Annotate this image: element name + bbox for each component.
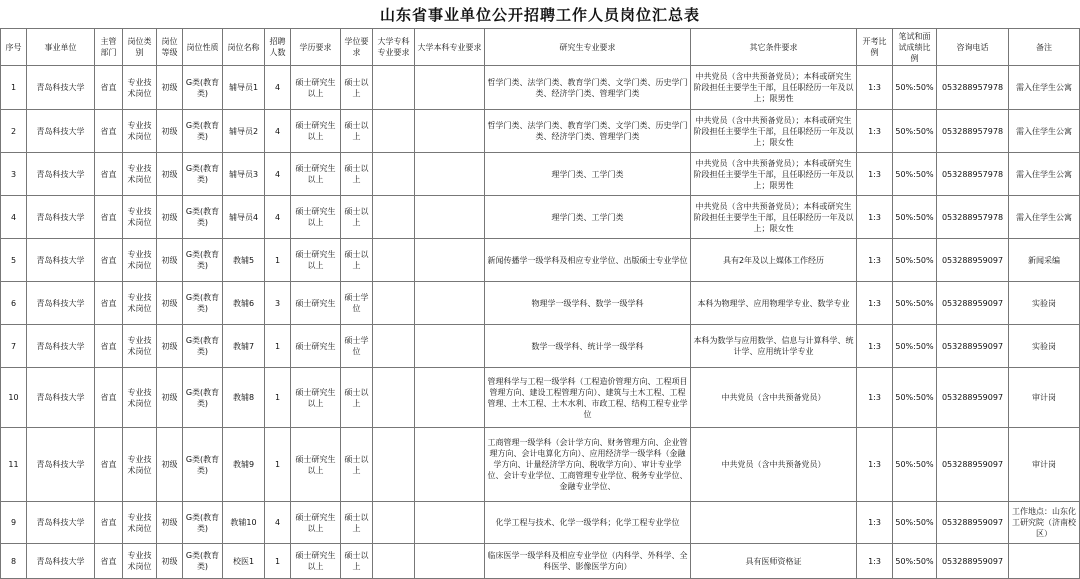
cell-no: 7 bbox=[1, 325, 27, 368]
cell-level: 初级 bbox=[157, 502, 183, 544]
cell-cat: 专业技术岗位 bbox=[123, 368, 157, 428]
cell-degree: 硕士以上 bbox=[341, 66, 373, 110]
cell-other: 本科为数学与应用数学、信息与计算科学、统计学、应用统计学专业 bbox=[691, 325, 857, 368]
cell-edu: 硕士研究生以上 bbox=[291, 502, 341, 544]
cell-name: 校医1 bbox=[223, 544, 265, 579]
cell-ratio: 1:3 bbox=[857, 368, 893, 428]
cell-grad: 理学门类、工学门类 bbox=[485, 153, 691, 196]
cell-cat: 专业技术岗位 bbox=[123, 325, 157, 368]
table-row bbox=[1, 544, 1080, 579]
cell-ratio: 1:3 bbox=[857, 66, 893, 110]
cell-grad: 数学一级学科、统计学一级学科 bbox=[485, 325, 691, 368]
cell-note: 工作地点：山东化工研究院（济南校区） bbox=[1009, 502, 1080, 544]
cell-college bbox=[373, 368, 415, 428]
cell-note: 审计岗 bbox=[1009, 428, 1080, 502]
column-header: 备注 bbox=[1009, 29, 1080, 66]
cell-phone: 053288959097 bbox=[937, 325, 1009, 368]
cell-grad: 管理科学与工程一级学科（工程造价管理方向、工程项目管理方向、建设工程管理方向）、建筑与土木工程、工程管理、土木工程、土木水利、市政工程、结构工程专业学位 bbox=[485, 368, 691, 428]
cell-phone: 053288959097 bbox=[937, 282, 1009, 325]
cell-count: 4 bbox=[265, 66, 291, 110]
cell-grad: 物理学一级学科、数学一级学科 bbox=[485, 282, 691, 325]
cell-cat: 专业技术岗位 bbox=[123, 153, 157, 196]
cell-college bbox=[373, 110, 415, 153]
cell-name: 教辅5 bbox=[223, 239, 265, 282]
cell-grad: 临床医学一级学科及相应专业学位（内科学、外科学、全科医学、影像医学方向） bbox=[485, 544, 691, 579]
table-row bbox=[1, 502, 1080, 544]
cell-edu: 硕士研究生以上 bbox=[291, 196, 341, 239]
cell-bachelor bbox=[415, 196, 485, 239]
cell-no: 6 bbox=[1, 282, 27, 325]
cell-phone: 053288957978 bbox=[937, 66, 1009, 110]
cell-nature: G类(教育类) bbox=[183, 110, 223, 153]
cell-phone: 053288959097 bbox=[937, 428, 1009, 502]
cell-score: 50%:50% bbox=[893, 196, 937, 239]
cell-college bbox=[373, 502, 415, 544]
column-header: 学历要求 bbox=[291, 29, 341, 66]
table-row bbox=[1, 66, 1080, 110]
cell-no: 3 bbox=[1, 153, 27, 196]
cell-ratio: 1:3 bbox=[857, 544, 893, 579]
cell-dept: 省直 bbox=[95, 239, 123, 282]
cell-name: 教辅9 bbox=[223, 428, 265, 502]
cell-bachelor bbox=[415, 110, 485, 153]
cell-count: 4 bbox=[265, 502, 291, 544]
cell-other: 中共党员（含中共预备党员） bbox=[691, 428, 857, 502]
cell-name: 教辅10 bbox=[223, 502, 265, 544]
column-header: 岗位名称 bbox=[223, 29, 265, 66]
cell-grad: 哲学门类、法学门类、教育学门类、文学门类、历史学门类、经济学门类、管理学门类 bbox=[485, 110, 691, 153]
cell-cat: 专业技术岗位 bbox=[123, 544, 157, 579]
cell-degree: 硕士以上 bbox=[341, 544, 373, 579]
cell-unit: 青岛科技大学 bbox=[27, 428, 95, 502]
cell-note: 需入住学生公寓 bbox=[1009, 196, 1080, 239]
cell-no: 4 bbox=[1, 196, 27, 239]
cell-nature: G类(教育类) bbox=[183, 196, 223, 239]
column-header: 事业单位 bbox=[27, 29, 95, 66]
cell-level: 初级 bbox=[157, 66, 183, 110]
cell-count: 4 bbox=[265, 196, 291, 239]
table-row bbox=[1, 153, 1080, 196]
cell-unit: 青岛科技大学 bbox=[27, 368, 95, 428]
cell-ratio: 1:3 bbox=[857, 153, 893, 196]
cell-nature: G类(教育类) bbox=[183, 239, 223, 282]
cell-grad: 哲学门类、法学门类、教育学门类、文学门类、历史学门类、经济学门类、管理学门类 bbox=[485, 66, 691, 110]
positions-table bbox=[0, 28, 1080, 579]
column-header: 大学本科专业要求 bbox=[415, 29, 485, 66]
cell-college bbox=[373, 282, 415, 325]
cell-college bbox=[373, 196, 415, 239]
cell-count: 3 bbox=[265, 282, 291, 325]
column-header: 岗位类别 bbox=[123, 29, 157, 66]
cell-note: 实验岗 bbox=[1009, 325, 1080, 368]
table-row bbox=[1, 196, 1080, 239]
cell-edu: 硕士研究生以上 bbox=[291, 153, 341, 196]
cell-cat: 专业技术岗位 bbox=[123, 428, 157, 502]
cell-score: 50%:50% bbox=[893, 239, 937, 282]
cell-level: 初级 bbox=[157, 196, 183, 239]
cell-unit: 青岛科技大学 bbox=[27, 110, 95, 153]
cell-dept: 省直 bbox=[95, 66, 123, 110]
cell-grad: 化学工程与技术、化学一级学科；化学工程专业学位 bbox=[485, 502, 691, 544]
cell-edu: 硕士研究生以上 bbox=[291, 368, 341, 428]
cell-other bbox=[691, 502, 857, 544]
cell-college bbox=[373, 153, 415, 196]
cell-ratio: 1:3 bbox=[857, 196, 893, 239]
cell-level: 初级 bbox=[157, 368, 183, 428]
cell-score: 50%:50% bbox=[893, 153, 937, 196]
cell-nature: G类(教育类) bbox=[183, 153, 223, 196]
cell-score: 50%:50% bbox=[893, 110, 937, 153]
cell-level: 初级 bbox=[157, 239, 183, 282]
cell-no: 2 bbox=[1, 110, 27, 153]
cell-edu: 硕士研究生以上 bbox=[291, 239, 341, 282]
cell-other: 中共党员（含中共预备党员）；本科或研究生阶段担任主要学生干部，且任职经历一年及以上；限女性 bbox=[691, 110, 857, 153]
cell-no: 11 bbox=[1, 428, 27, 502]
cell-degree: 硕士以上 bbox=[341, 153, 373, 196]
cell-no: 5 bbox=[1, 239, 27, 282]
cell-other: 具有2年及以上媒体工作经历 bbox=[691, 239, 857, 282]
table-row bbox=[1, 110, 1080, 153]
cell-no: 9 bbox=[1, 502, 27, 544]
cell-unit: 青岛科技大学 bbox=[27, 66, 95, 110]
cell-level: 初级 bbox=[157, 153, 183, 196]
cell-degree: 硕士以上 bbox=[341, 196, 373, 239]
cell-count: 4 bbox=[265, 153, 291, 196]
cell-note: 需入住学生公寓 bbox=[1009, 66, 1080, 110]
cell-cat: 专业技术岗位 bbox=[123, 110, 157, 153]
cell-cat: 专业技术岗位 bbox=[123, 282, 157, 325]
column-header: 开考比例 bbox=[857, 29, 893, 66]
cell-phone: 053288957978 bbox=[937, 196, 1009, 239]
table-row bbox=[1, 368, 1080, 428]
cell-bachelor bbox=[415, 325, 485, 368]
column-header: 主管部门 bbox=[95, 29, 123, 66]
cell-other: 本科为物理学、应用物理学专业、数学专业 bbox=[691, 282, 857, 325]
cell-phone: 053288959097 bbox=[937, 544, 1009, 579]
cell-other: 中共党员（含中共预备党员）；本科或研究生阶段担任主要学生干部，且任职经历一年及以上；限女性 bbox=[691, 196, 857, 239]
cell-dept: 省直 bbox=[95, 368, 123, 428]
cell-degree: 硕士以上 bbox=[341, 110, 373, 153]
cell-grad: 理学门类、工学门类 bbox=[485, 196, 691, 239]
cell-phone: 053288957978 bbox=[937, 110, 1009, 153]
cell-unit: 青岛科技大学 bbox=[27, 325, 95, 368]
column-header: 笔试和面试成绩比例 bbox=[893, 29, 937, 66]
cell-edu: 硕士研究生 bbox=[291, 282, 341, 325]
column-header: 研究生专业要求 bbox=[485, 29, 691, 66]
cell-note: 实验岗 bbox=[1009, 282, 1080, 325]
cell-count: 4 bbox=[265, 110, 291, 153]
cell-degree: 硕士学位 bbox=[341, 325, 373, 368]
cell-dept: 省直 bbox=[95, 544, 123, 579]
cell-other: 中共党员（含中共预备党员）；本科或研究生阶段担任主要学生干部，且任职经历一年及以上；限男性 bbox=[691, 66, 857, 110]
cell-note: 需入住学生公寓 bbox=[1009, 153, 1080, 196]
cell-unit: 青岛科技大学 bbox=[27, 282, 95, 325]
cell-score: 50%:50% bbox=[893, 368, 937, 428]
cell-note: 审计岗 bbox=[1009, 368, 1080, 428]
cell-bachelor bbox=[415, 282, 485, 325]
cell-count: 1 bbox=[265, 239, 291, 282]
cell-degree: 硕士以上 bbox=[341, 239, 373, 282]
cell-name: 教辅6 bbox=[223, 282, 265, 325]
cell-nature: G类(教育类) bbox=[183, 544, 223, 579]
cell-cat: 专业技术岗位 bbox=[123, 196, 157, 239]
cell-dept: 省直 bbox=[95, 110, 123, 153]
cell-level: 初级 bbox=[157, 544, 183, 579]
column-header: 其它条件要求 bbox=[691, 29, 857, 66]
cell-note: 新闻采编 bbox=[1009, 239, 1080, 282]
cell-dept: 省直 bbox=[95, 196, 123, 239]
cell-score: 50%:50% bbox=[893, 502, 937, 544]
cell-nature: G类(教育类) bbox=[183, 282, 223, 325]
cell-dept: 省直 bbox=[95, 282, 123, 325]
cell-note bbox=[1009, 544, 1080, 579]
cell-bachelor bbox=[415, 153, 485, 196]
cell-no: 8 bbox=[1, 544, 27, 579]
cell-phone: 053288959097 bbox=[937, 239, 1009, 282]
cell-name: 辅导员3 bbox=[223, 153, 265, 196]
cell-unit: 青岛科技大学 bbox=[27, 502, 95, 544]
cell-nature: G类(教育类) bbox=[183, 502, 223, 544]
cell-degree: 硕士学位 bbox=[341, 282, 373, 325]
column-header: 学位要求 bbox=[341, 29, 373, 66]
cell-cat: 专业技术岗位 bbox=[123, 502, 157, 544]
cell-degree: 硕士以上 bbox=[341, 428, 373, 502]
cell-dept: 省直 bbox=[95, 153, 123, 196]
cell-bachelor bbox=[415, 502, 485, 544]
cell-cat: 专业技术岗位 bbox=[123, 239, 157, 282]
cell-nature: G类(教育类) bbox=[183, 325, 223, 368]
cell-bachelor bbox=[415, 368, 485, 428]
cell-name: 教辅7 bbox=[223, 325, 265, 368]
cell-edu: 硕士研究生以上 bbox=[291, 66, 341, 110]
cell-ratio: 1:3 bbox=[857, 239, 893, 282]
cell-score: 50%:50% bbox=[893, 325, 937, 368]
cell-edu: 硕士研究生以上 bbox=[291, 544, 341, 579]
cell-name: 辅导员4 bbox=[223, 196, 265, 239]
cell-level: 初级 bbox=[157, 428, 183, 502]
cell-dept: 省直 bbox=[95, 428, 123, 502]
cell-other: 具有医师资格证 bbox=[691, 544, 857, 579]
cell-count: 1 bbox=[265, 428, 291, 502]
cell-edu: 硕士研究生以上 bbox=[291, 428, 341, 502]
cell-no: 10 bbox=[1, 368, 27, 428]
cell-score: 50%:50% bbox=[893, 66, 937, 110]
column-header: 咨询电话 bbox=[937, 29, 1009, 66]
cell-bachelor bbox=[415, 544, 485, 579]
cell-edu: 硕士研究生 bbox=[291, 325, 341, 368]
cell-count: 1 bbox=[265, 368, 291, 428]
cell-college bbox=[373, 428, 415, 502]
cell-score: 50%:50% bbox=[893, 544, 937, 579]
cell-degree: 硕士以上 bbox=[341, 368, 373, 428]
cell-nature: G类(教育类) bbox=[183, 368, 223, 428]
cell-unit: 青岛科技大学 bbox=[27, 544, 95, 579]
cell-college bbox=[373, 66, 415, 110]
table-row bbox=[1, 325, 1080, 368]
cell-count: 1 bbox=[265, 325, 291, 368]
cell-count: 1 bbox=[265, 544, 291, 579]
cell-name: 辅导员2 bbox=[223, 110, 265, 153]
table-row bbox=[1, 239, 1080, 282]
cell-other: 中共党员（含中共预备党员） bbox=[691, 368, 857, 428]
cell-grad: 工商管理一级学科（会计学方向、财务管理方向、企业管理方向、会计电算化方向）、应用经济学一级学科（金融学方向、计量经济学方向、税收学方向）、审计专业学位、会计专业学位、工商管理专业学位、税务专业学位、金融专业学位、 bbox=[485, 428, 691, 502]
cell-edu: 硕士研究生以上 bbox=[291, 110, 341, 153]
cell-unit: 青岛科技大学 bbox=[27, 196, 95, 239]
column-header: 序号 bbox=[1, 29, 27, 66]
table-row bbox=[1, 428, 1080, 502]
table-row bbox=[1, 282, 1080, 325]
cell-bachelor bbox=[415, 239, 485, 282]
column-header: 岗位性质 bbox=[183, 29, 223, 66]
cell-no: 1 bbox=[1, 66, 27, 110]
cell-ratio: 1:3 bbox=[857, 325, 893, 368]
column-header: 岗位等级 bbox=[157, 29, 183, 66]
cell-grad: 新闻传播学一级学科及相应专业学位、出版硕士专业学位 bbox=[485, 239, 691, 282]
column-header: 招聘人数 bbox=[265, 29, 291, 66]
cell-unit: 青岛科技大学 bbox=[27, 239, 95, 282]
cell-other: 中共党员（含中共预备党员）；本科或研究生阶段担任主要学生干部，且任职经历一年及以上；限男性 bbox=[691, 153, 857, 196]
page-title: 山东省事业单位公开招聘工作人员岗位汇总表 bbox=[379, 6, 700, 24]
cell-cat: 专业技术岗位 bbox=[123, 66, 157, 110]
cell-ratio: 1:3 bbox=[857, 428, 893, 502]
cell-phone: 053288957978 bbox=[937, 153, 1009, 196]
column-header: 大学专科专业要求 bbox=[373, 29, 415, 66]
cell-bachelor bbox=[415, 428, 485, 502]
table-body bbox=[1, 66, 1080, 579]
cell-phone: 053288959097 bbox=[937, 502, 1009, 544]
table-header bbox=[1, 29, 1080, 66]
cell-phone: 053288959097 bbox=[937, 368, 1009, 428]
cell-name: 辅导员1 bbox=[223, 66, 265, 110]
cell-nature: G类(教育类) bbox=[183, 428, 223, 502]
cell-name: 教辅8 bbox=[223, 368, 265, 428]
cell-college bbox=[373, 325, 415, 368]
cell-ratio: 1:3 bbox=[857, 110, 893, 153]
cell-level: 初级 bbox=[157, 110, 183, 153]
cell-ratio: 1:3 bbox=[857, 502, 893, 544]
cell-note: 需入住学生公寓 bbox=[1009, 110, 1080, 153]
cell-score: 50%:50% bbox=[893, 428, 937, 502]
cell-level: 初级 bbox=[157, 282, 183, 325]
cell-college bbox=[373, 239, 415, 282]
cell-degree: 硕士以上 bbox=[341, 502, 373, 544]
cell-ratio: 1:3 bbox=[857, 282, 893, 325]
cell-level: 初级 bbox=[157, 325, 183, 368]
cell-nature: G类(教育类) bbox=[183, 66, 223, 110]
cell-score: 50%:50% bbox=[893, 282, 937, 325]
cell-dept: 省直 bbox=[95, 502, 123, 544]
cell-dept: 省直 bbox=[95, 325, 123, 368]
cell-college bbox=[373, 544, 415, 579]
cell-bachelor bbox=[415, 66, 485, 110]
cell-unit: 青岛科技大学 bbox=[27, 153, 95, 196]
